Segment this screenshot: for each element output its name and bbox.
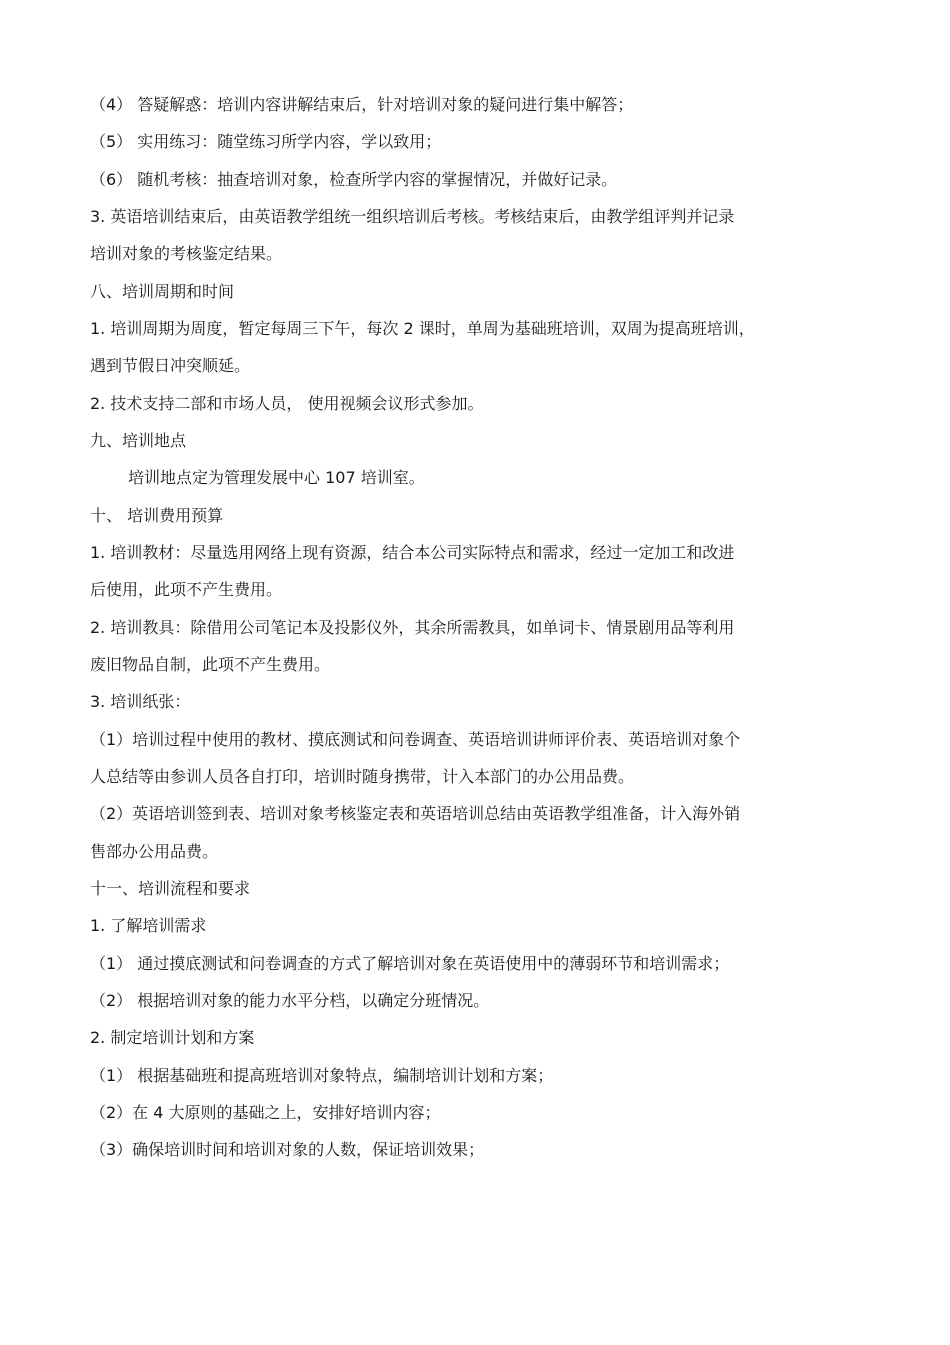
text-line: 后使用，此项不产生费用。: [90, 580, 283, 599]
text-line: （2） 根据培训对象的能力水平分档，以确定分班情况。: [90, 991, 490, 1010]
text-line: 人总结等由参训人员各自打印，培训时随身携带，计入本部门的办公用品费。: [90, 767, 635, 786]
text-line: 废旧物品自制，此项不产生费用。: [90, 655, 331, 674]
text-line: （1）培训过程中使用的教材、摸底测试和问卷调查、英语培训讲师评价表、英语培训对象个: [90, 730, 741, 749]
text-line: （1） 根据基础班和提高班培训对象特点，编制培训计划和方案；: [90, 1066, 554, 1085]
text-line: 2. 制定培训计划和方案: [90, 1028, 255, 1047]
text-line: 2. 培训教具：除借用公司笔记本及投影仪外，其余所需教具，如单词卡、情景剧用品等利用: [90, 618, 735, 637]
text-line: （3）确保培训时间和培训对象的人数，保证培训效果；: [90, 1140, 485, 1159]
text-line: 1. 了解培训需求: [90, 916, 207, 935]
text-line: 培训地点定为管理发展中心 107 培训室。: [128, 468, 425, 487]
text-line: 培训对象的考核鉴定结果。: [90, 244, 283, 263]
text-line: （6） 随机考核：抽查培训对象，检查所学内容的掌握情况，并做好记录。: [90, 170, 618, 189]
text-line: （1） 通过摸底测试和问卷调查的方式了解培训对象在英语使用中的薄弱环节和培训需求；: [90, 954, 730, 973]
text-line: 遇到节假日冲突顺延。: [90, 356, 251, 375]
text-line: （4） 答疑解惑：培训内容讲解结束后，针对培训对象的疑问进行集中解答；: [90, 95, 634, 114]
section-heading: 十、 培训费用预算: [90, 506, 224, 525]
text-line: （2）英语培训签到表、培训对象考核鉴定表和英语培训总结由英语教学组准备，计入海外销: [90, 804, 741, 823]
section-heading: 九、培训地点: [90, 431, 187, 450]
text-line: 1. 培训周期为周度，暂定每周三下午，每次 2 课时，单周为基础班培训，双周为提高班培训，: [90, 319, 755, 338]
text-line: 3. 培训纸张：: [90, 692, 191, 711]
text-line: 1. 培训教材：尽量选用网络上现有资源，结合本公司实际特点和需求，经过一定加工和改进: [90, 543, 735, 562]
text-line: （5） 实用练习：随堂练习所学内容，学以致用；: [90, 132, 442, 151]
section-heading: 十一、培训流程和要求: [90, 879, 251, 898]
text-line: 2. 技术支持二部和市场人员， 使用视频会议形式参加。: [90, 394, 484, 413]
text-line: 售部办公用品费。: [90, 842, 219, 861]
text-line: 3. 英语培训结束后，由英语教学组统一组织培训后考核。考核结束后，由教学组评判并记录: [90, 207, 735, 226]
section-heading: 八、培训周期和时间: [90, 282, 235, 301]
text-line: （2）在 4 大原则的基础之上，安排好培训内容；: [90, 1103, 441, 1122]
